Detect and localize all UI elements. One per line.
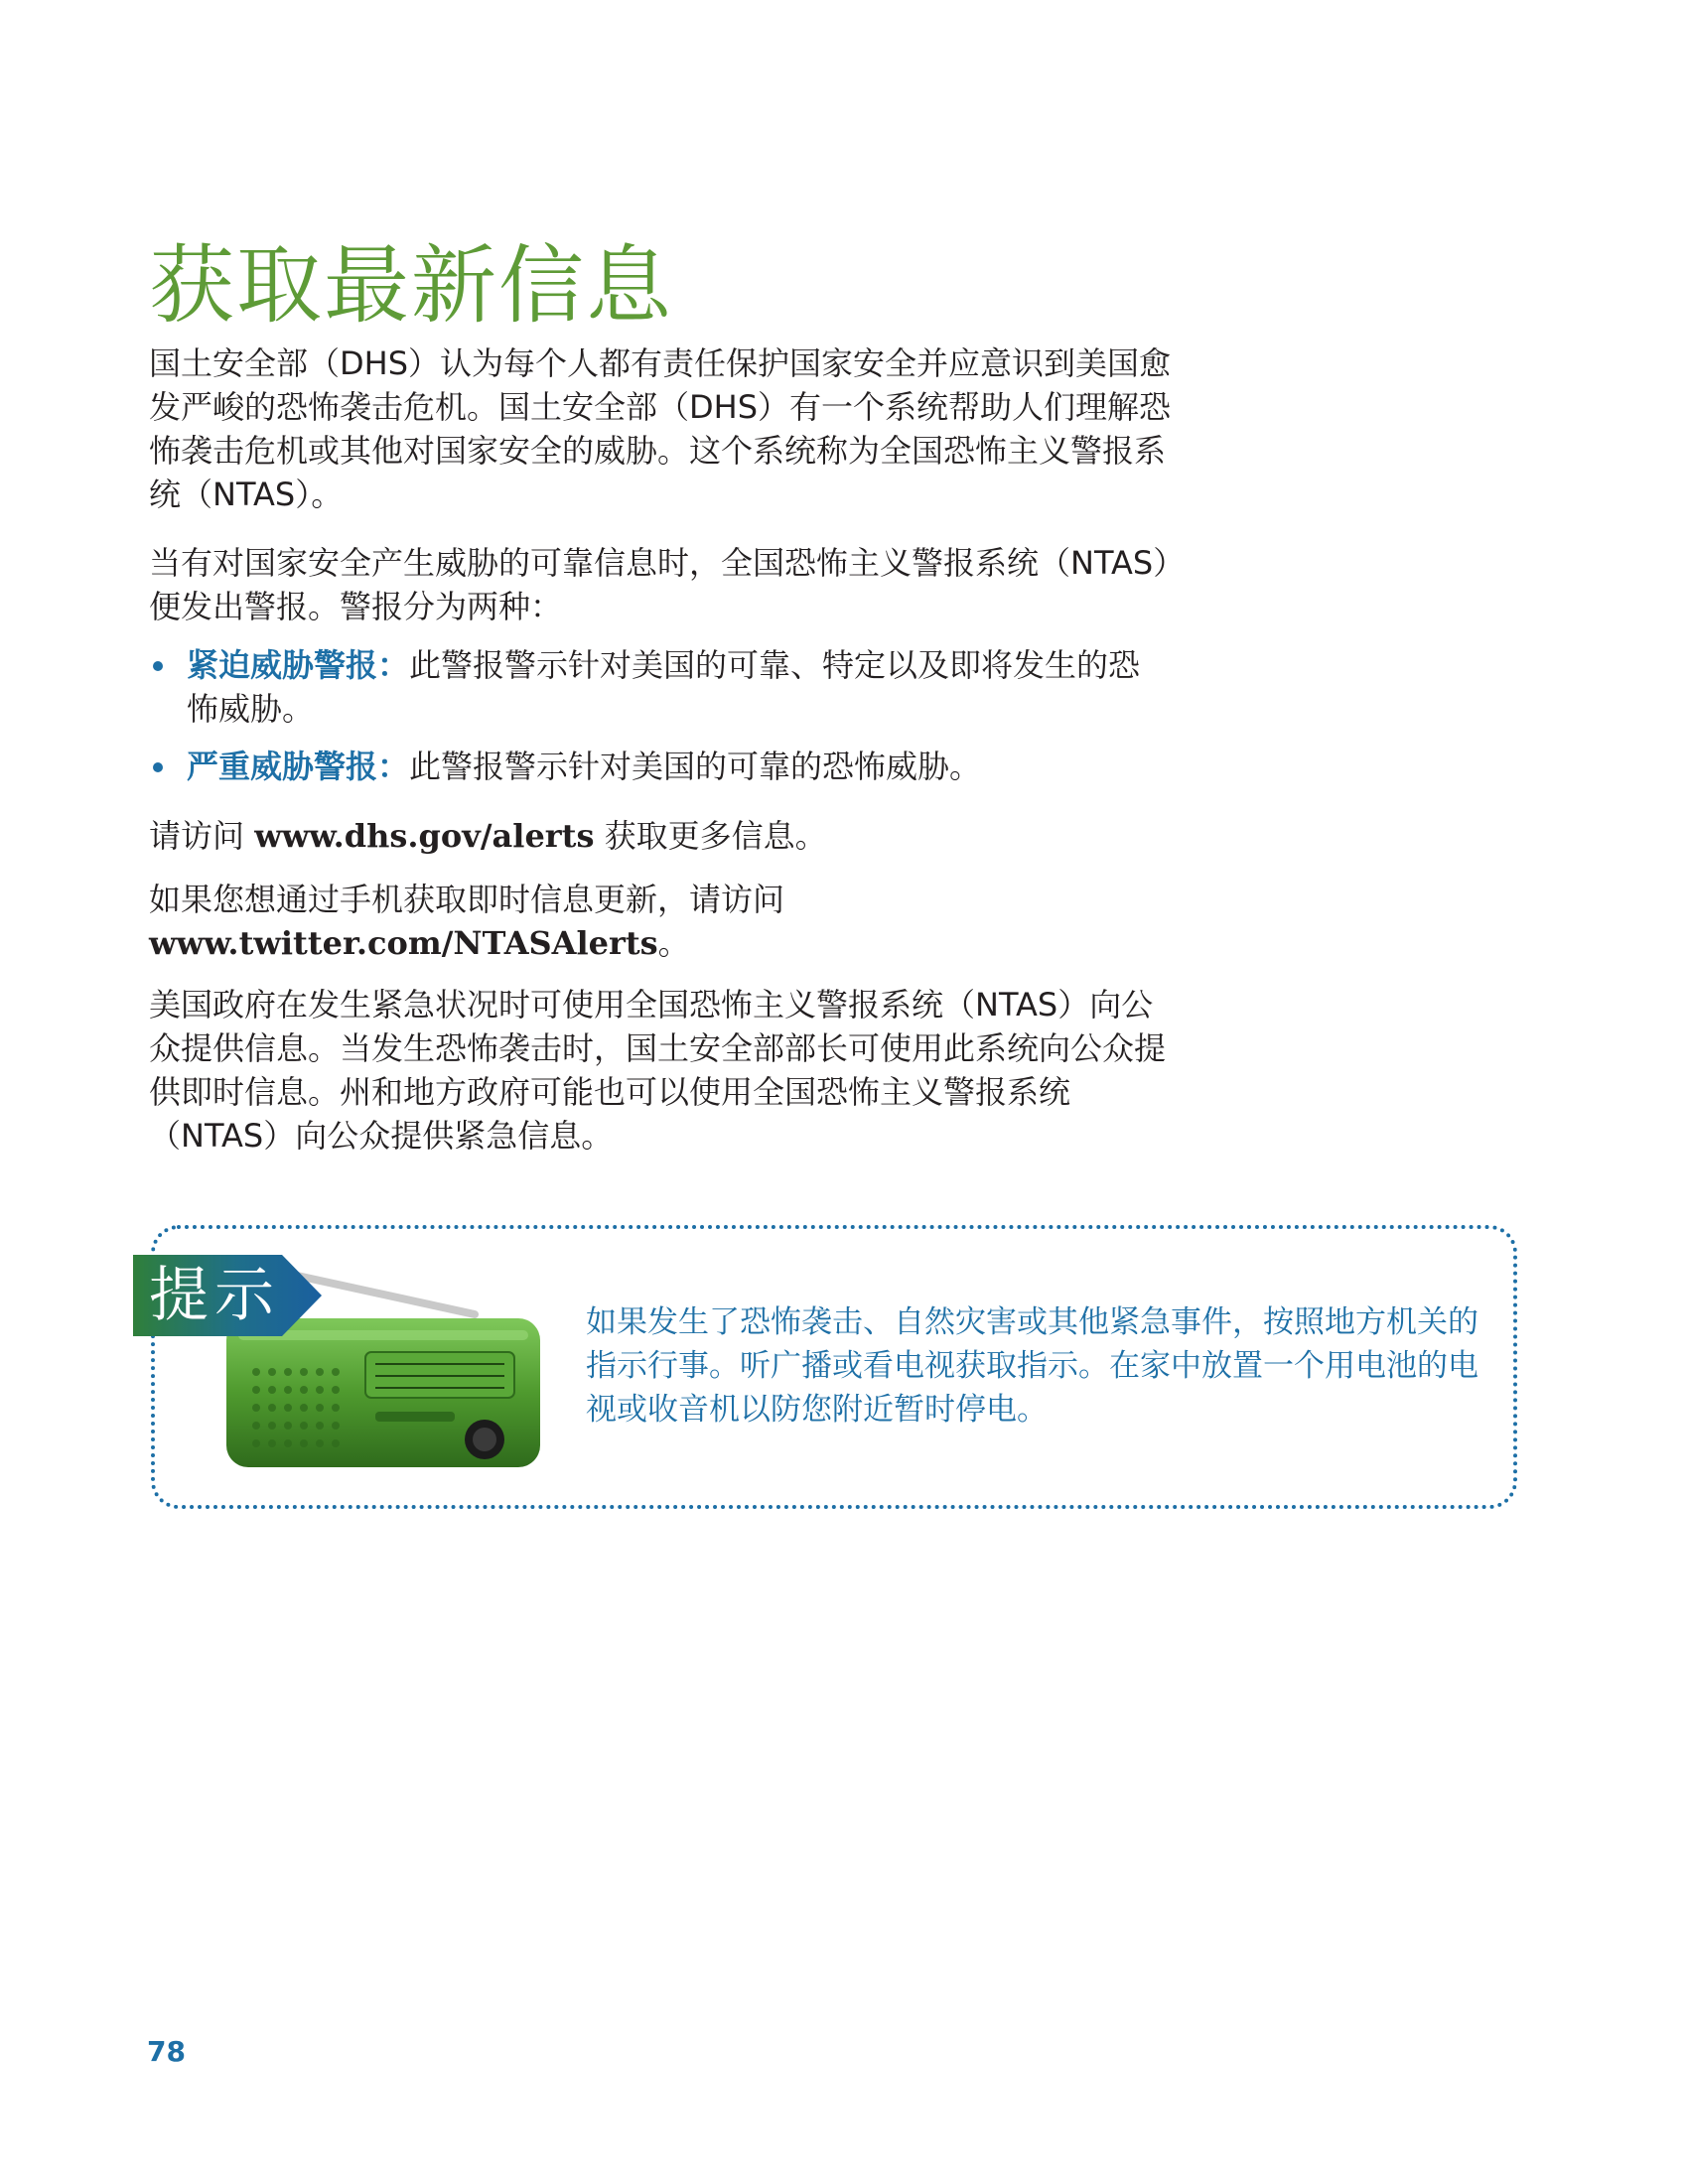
alert-description: 此警报警示针对美国的可靠的恐怖威胁。 (409, 748, 982, 785)
dhs-link-line (149, 814, 1172, 858)
twitter-link-line (149, 878, 1172, 965)
tip-label: 提示 (149, 1261, 280, 1330)
alert-intro-text: 当有对国家安全产生威胁的可靠信息时，全国恐怖主义警报系统（NTAS）便发出警报。警报分为两种： (149, 544, 1170, 625)
alert-term: 严重威胁警报： (187, 748, 410, 785)
dhs-link-prefix: 请访问 (149, 817, 255, 855)
alert-description: 此警报警示针对美国的可靠、特定以及即将发生的恐怖威胁。 (187, 646, 1141, 728)
alert-types-list (149, 643, 1172, 802)
page-title: 获取最新信息 (149, 236, 673, 336)
twitter-link-paragraph (149, 878, 1172, 965)
intro-paragraph (149, 341, 1172, 516)
twitter-link-prefix: 如果您想通过手机获取即时信息更新，请访问 (149, 881, 785, 918)
dhs-link-suffix: 获取更多信息。 (594, 817, 827, 855)
alert-term: 紧迫威胁警报： (187, 646, 410, 684)
dhs-link-paragraph (149, 814, 1172, 858)
list-item-elevated-threat (149, 745, 1172, 788)
page-number: 78 (147, 2035, 186, 2068)
bullet-icon (153, 661, 163, 671)
list-item-imminent-threat (149, 643, 1172, 731)
government-use-paragraph (149, 983, 1172, 1158)
tip-text: 如果发生了恐怖袭击、自然灾害或其他紧急事件，按照地方机关的指示行事。听广播或看电视获取指示。在家中放置一个用电池的电视或收音机以防您附近暂时停电。 (586, 1304, 1478, 1428)
bullet-icon (153, 762, 163, 772)
alert-intro-paragraph (149, 541, 1172, 628)
dhs-alerts-link[interactable]: www.dhs.gov/alerts (254, 817, 595, 855)
intro-text: 国土安全部（DHS）认为每个人都有责任保护国家安全并应意识到美国愈发严峻的恐怖袭击危机。国土安全部（DHS）有一个系统帮助人们理解恐怖袭击危机或其他对国家安全的威胁。这个系统称为全国恐怖主义警报系统（NTAS）。 (149, 344, 1172, 513)
twitter-link-suffix: 。 (657, 924, 690, 962)
government-use-text: 美国政府在发生紧急状况时可使用全国恐怖主义警报系统（NTAS）向公众提供信息。当发生恐怖袭击时，国土安全部部长可使用此系统向公众提供即时信息。州和地方政府可能也可以使用全国恐怖主义警报系统（NTAS）向公众提供紧急信息。 (149, 986, 1167, 1155)
twitter-alerts-link[interactable]: www.twitter.com/NTASAlerts (149, 924, 658, 962)
